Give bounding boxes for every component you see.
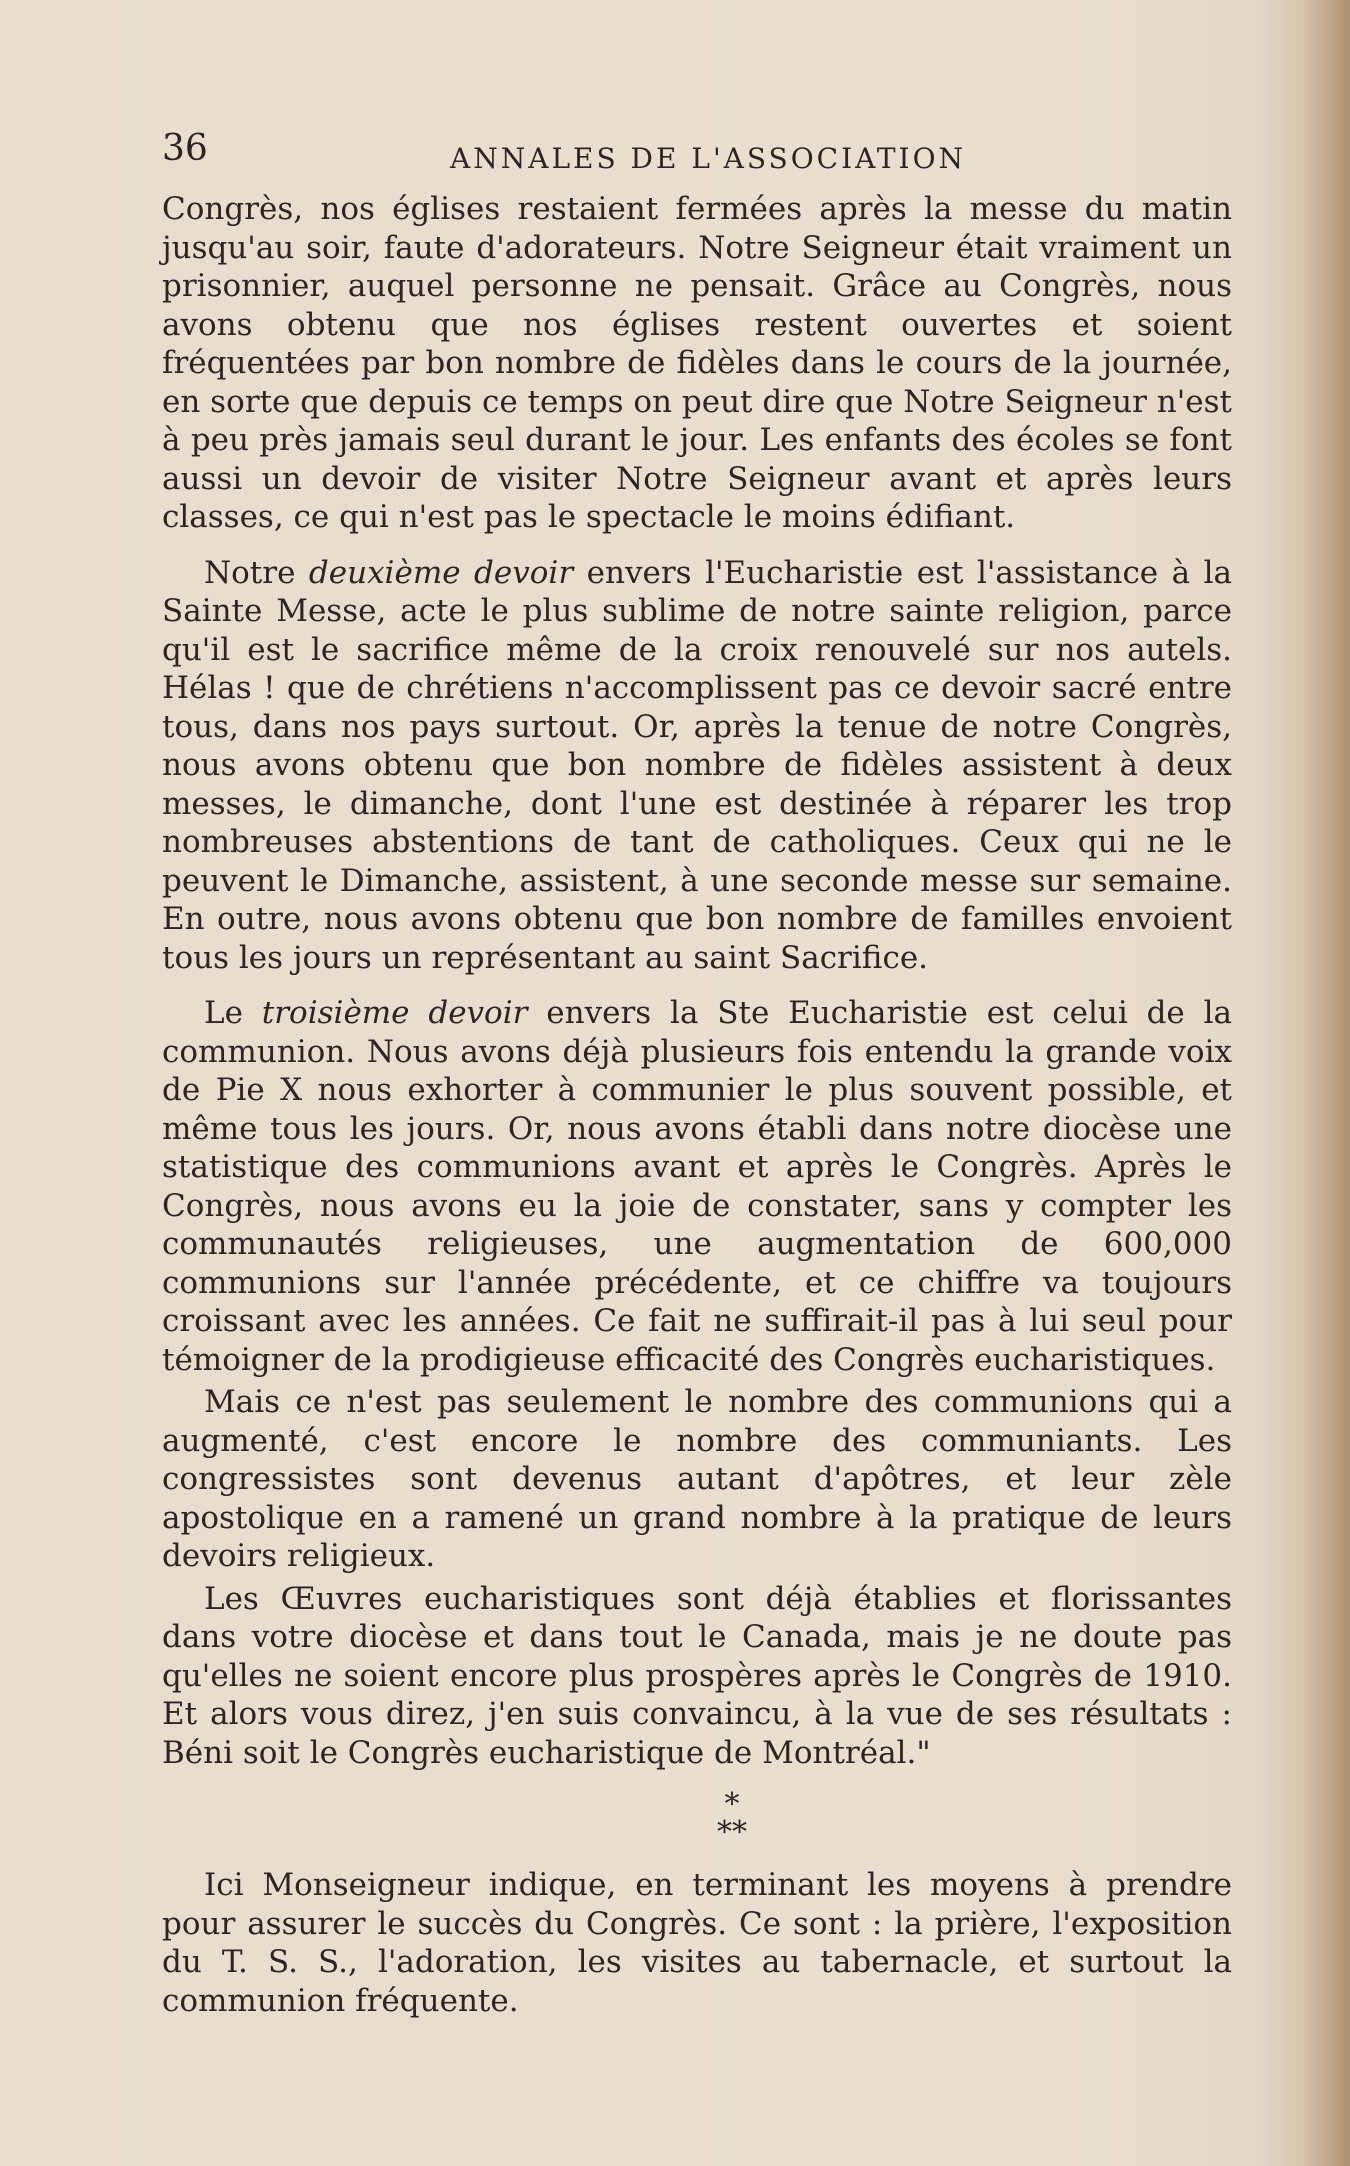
paragraph-3-rest: envers la Ste Eucharistie est celui de la communion. Nous avons déjà plusieurs fois entendu la grande voix de Pie X nous exhorter à communier le plus souvent possible, et même tous les jours. Or, nous avons établi dans notre diocèse une statistique des communions avant et après le Congrès. Après le Congrès, nous avons eu la joie de constater, sans y compter les communautés religieuses, une augmentation de 600,000 communions sur l'année précédente, et ce chiffre va toujours croissant avec les années. Ce fait ne suffirait-il pas à lui seul pour témoigner de la prodigieuse efficacité des Congrès eucharistiques.: [162, 995, 1232, 1378]
separator-bottom-stars: **: [717, 1815, 747, 1850]
separator-top-star: *: [724, 1787, 740, 1822]
paragraph-2: [162, 554, 1232, 978]
running-head: ANNALES DE L'ASSOCIATION: [450, 142, 967, 175]
page-number: 36: [162, 128, 208, 169]
section-separator: [162, 1787, 1232, 1876]
paragraph-4: Mais ce n'est pas seulement le nombre des communions qui a augmenté, c'est encore le nombre des communiants. Les congressistes sont devenus autant d'apôtres, et leur zèle apostolique en a ramené un grand nombre à la pratique de leurs devoirs religieux.: [162, 1384, 1232, 1574]
paragraph-3-emphasis: troisième devoir: [261, 995, 528, 1031]
paragraph-1: Congrès, nos églises restaient fermées après la messe du matin jusqu'au soir, faute d'adorateurs. Notre Seigneur était vraiment un prisonnier, auquel personne ne pensait. Grâce au Congrès, nous avons obtenu que nos églises restent ouvertes et soient fréquentées par bon nombre de fidèles dans le cours de la journée, en sorte que depuis ce temps on peut dire que Notre Seigneur n'est à peu près jamais seul durant le jour. Les enfants des écoles se font aussi un devoir de visiter Notre Seigneur avant et après leurs classes, ce qui n'est pas le spectacle le moins édifiant.: [162, 191, 1232, 535]
paragraph-2-start: Notre: [204, 554, 309, 591]
page-edge-shadow: [1300, 0, 1350, 2166]
paragraph-6: Ici Monseigneur indique, en terminant les moyens à prendre pour assurer le succès du Congrès. Ce sont : la prière, l'exposition du T. S. S., l'adoration, les visites au tabernacle, et surtout la communion fréquente.: [162, 1867, 1232, 2019]
paragraph-5: Les Œuvres eucharistiques sont déjà établies et florissantes dans votre diocèse et dans tout le Canada, mais je ne doute pas qu'elles ne soient encore plus prospères après le Congrès de 1910. Et alors vous direz, j'en suis convaincu, à la vue de ses résultats : Béni soit le Congrès eucharistique de Montréal.": [162, 1580, 1232, 1771]
paragraph-3-start: Le: [204, 995, 262, 1031]
paragraph-2-rest: envers l'Eucharistie est l'assistance à la Sainte Messe, acte le plus sublime de notre sainte religion, parce qu'il est le sacrifice même de la croix renouvelé sur nos autels. Hélas ! que de chrétiens n'accomplissent pas ce devoir sacré entre tous, dans nos pays surtout. Or, après la tenue de notre Congrès, nous avons obtenu que bon nombre de fidèles assistent à deux messes, le dimanche, dont l'une est destinée à réparer les trop nombreuses abstentions de tant de catholiques. Ceux qui ne le peuvent le Dimanche, assistent, à une seconde messe sur semaine. En outre, nous avons obtenu que bon nombre de familles envoient tous les jours un représentant au saint Sacrifice.: [162, 554, 1233, 976]
paragraph-2-emphasis: deuxième devoir: [308, 554, 574, 591]
paragraph-3: [162, 994, 1232, 1379]
page-text: [162, 128, 1232, 2020]
page-header: [162, 128, 1232, 190]
